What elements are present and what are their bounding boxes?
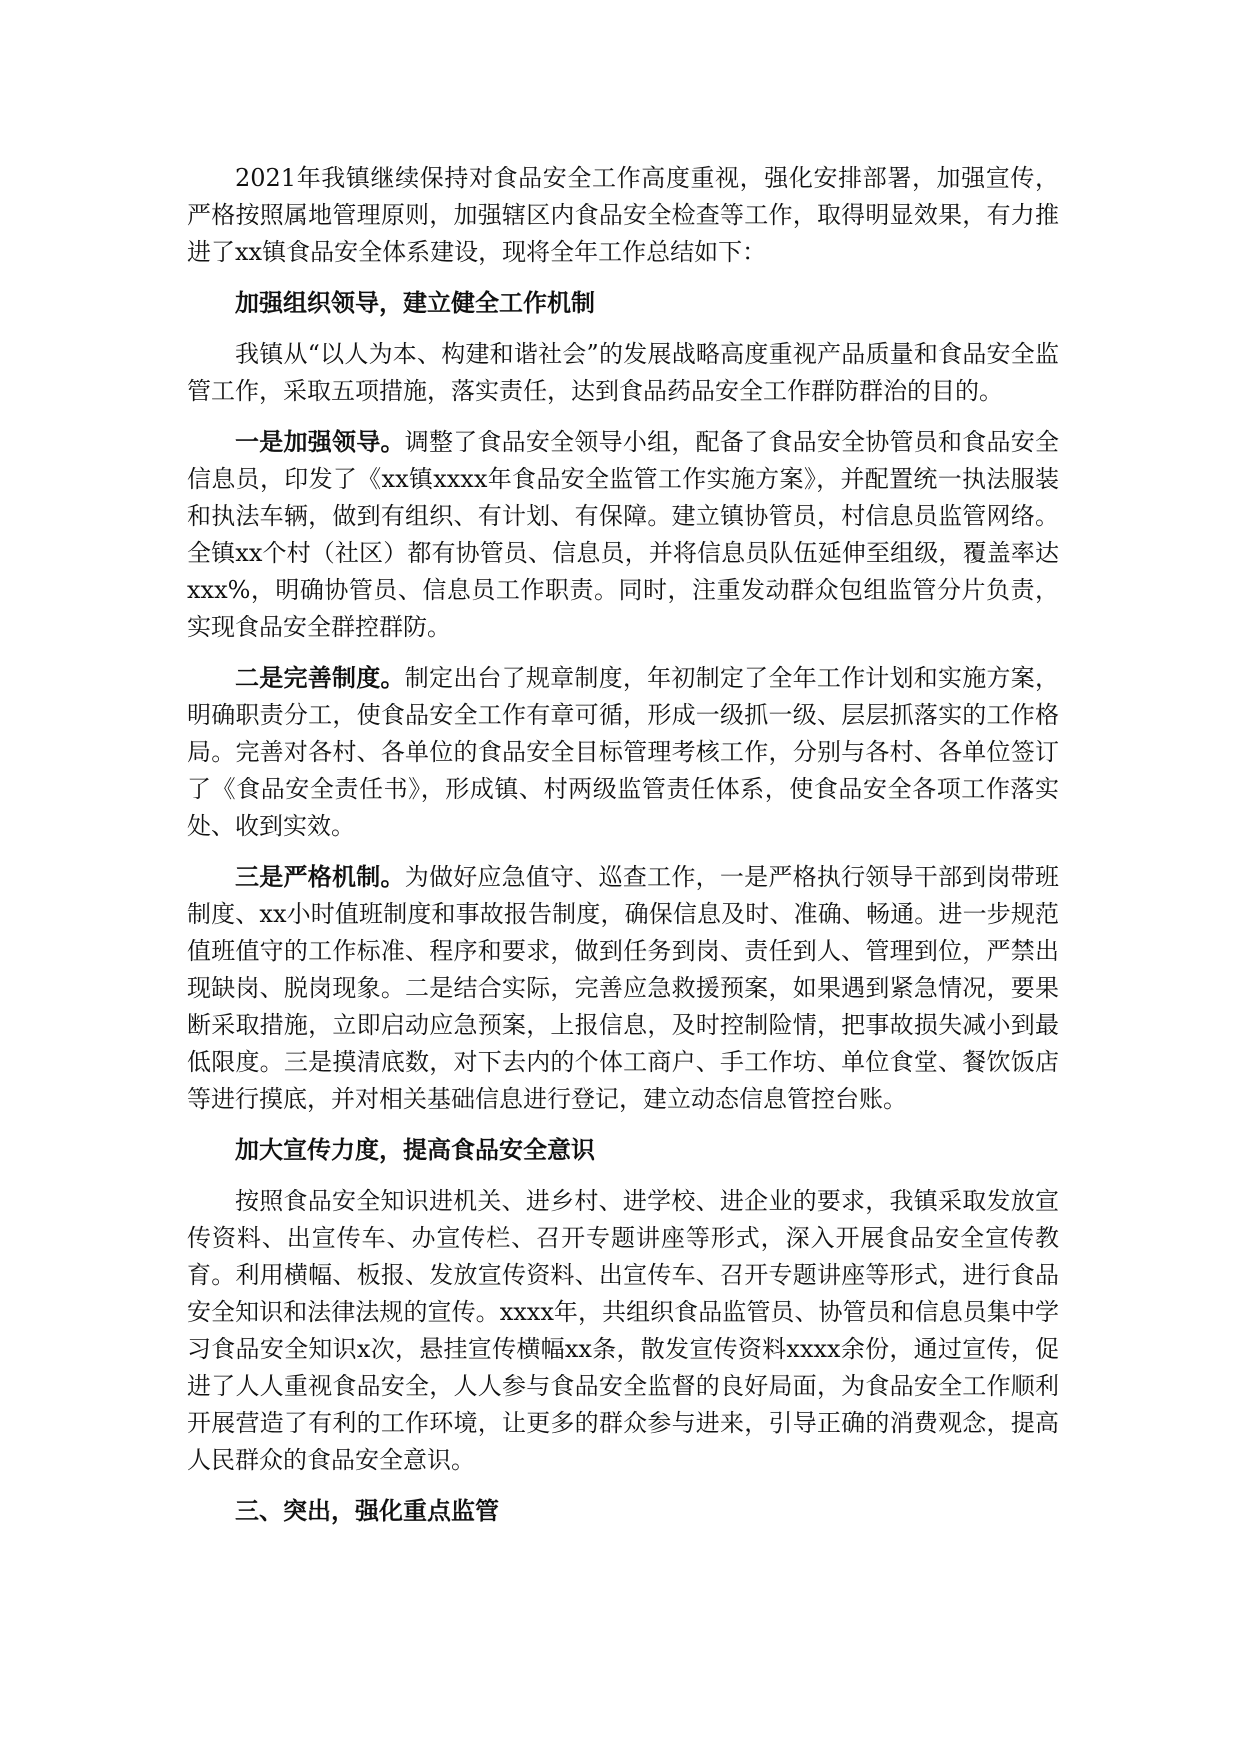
section-organization-intro: 我镇从“以人为本、构建和谐社会”的发展战略高度重视产品质量和食品安全监管工作，采取五项措施，落实责任，达到食品药品安全工作群防群治的目的。 — [187, 340, 1059, 405]
paragraph-leadership-text: 调整了食品安全领导小组，配备了食品安全协管员和食品安全信息员，印发了《xx镇xxxx年食品安全监管工作实施方案》，并配置统一执法服装和执法车辆，做到有组织、有计划、有保障。建立镇协管员，村信息员监管网络。全镇xx个村（社区）都有协管员、信息员，并将信息员队伍延伸至组级，覆盖率达xxx%，明确协管员、信息员工作职责。同时，注重发动群众包组监管分片负责，实现食品安全群控群防。 — [187, 428, 1060, 641]
paragraph-system — [187, 660, 1059, 845]
paragraph-leadership — [187, 424, 1059, 646]
paragraph-publicity: 按照食品安全知识进机关、进乡村、进学校、进企业的要求，我镇采取发放宣传资料、出宣传车、办宣传栏、召开专题讲座等形式，深入开展食品安全宣传教育。利用横幅、板报、发放宣传资料、出宣传车、召开专题讲座等形式，进行食品安全知识和法律法规的宣传。xxxx年，共组织食品监管员、协管员和信息员集中学习食品安全知识x次，悬挂宣传横幅xx条，散发宣传资料xxxx余份，通过宣传，促进了人人重视食品安全，人人参与食品安全监督的良好局面，为食品安全工作顺利开展营造了有利的工作环境，让更多的群众参与进来，引导正确的消费观念，提高人民群众的食品安全意识。 — [187, 1187, 1059, 1474]
paragraph-mechanism — [187, 859, 1059, 1118]
document-body — [187, 160, 1059, 1544]
paragraph-system-text: 制定出台了规章制度，年初制定了全年工作计划和实施方案，明确职责分工，使食品安全工作有章可循，形成一级抓一级、层层抓落实的工作格局。完善对各村、各单位的食品安全目标管理考核工作，分别与各村、各单位签订了《食品安全责任书》，形成镇、村两级监管责任体系，使食品安全各项工作落实处、收到实效。 — [187, 664, 1060, 840]
intro-paragraph: 2021年我镇继续保持对食品安全工作高度重视，强化安排部署，加强宣传，严格按照属地管理原则，加强辖区内食品安全检查等工作，取得明显效果，有力推进了xx镇食品安全体系建设，现将全年工作总结如下： — [187, 164, 1059, 266]
paragraph-mechanism-lead: 三是严格机制。 — [235, 863, 405, 891]
section-heading-publicity: 加大宣传力度，提高食品安全意识 — [235, 1136, 595, 1164]
paragraph-leadership-lead: 一是加强领导。 — [235, 428, 405, 456]
paragraph-system-lead: 二是完善制度。 — [235, 664, 405, 692]
section-heading-organization: 加强组织领导，建立健全工作机制 — [235, 289, 595, 317]
section-heading-supervision: 三、突出，强化重点监管 — [235, 1497, 499, 1525]
paragraph-mechanism-text: 为做好应急值守、巡查工作，一是严格执行领导干部到岗带班制度、xx小时值班制度和事故报告制度，确保信息及时、准确、畅通。进一步规范值班值守的工作标准、程序和要求，做到任务到岗、责任到人、管理到位，严禁出现缺岗、脱岗现象。二是结合实际，完善应急救援预案，如果遇到紧急情况，要果断采取措施，立即启动应急预案，上报信息，及时控制险情，把事故损失减小到最低限度。三是摸清底数，对下去内的个体工商户、手工作坊、单位食堂、餐饮饭店等进行摸底，并对相关基础信息进行登记，建立动态信息管控台账。 — [187, 863, 1060, 1113]
